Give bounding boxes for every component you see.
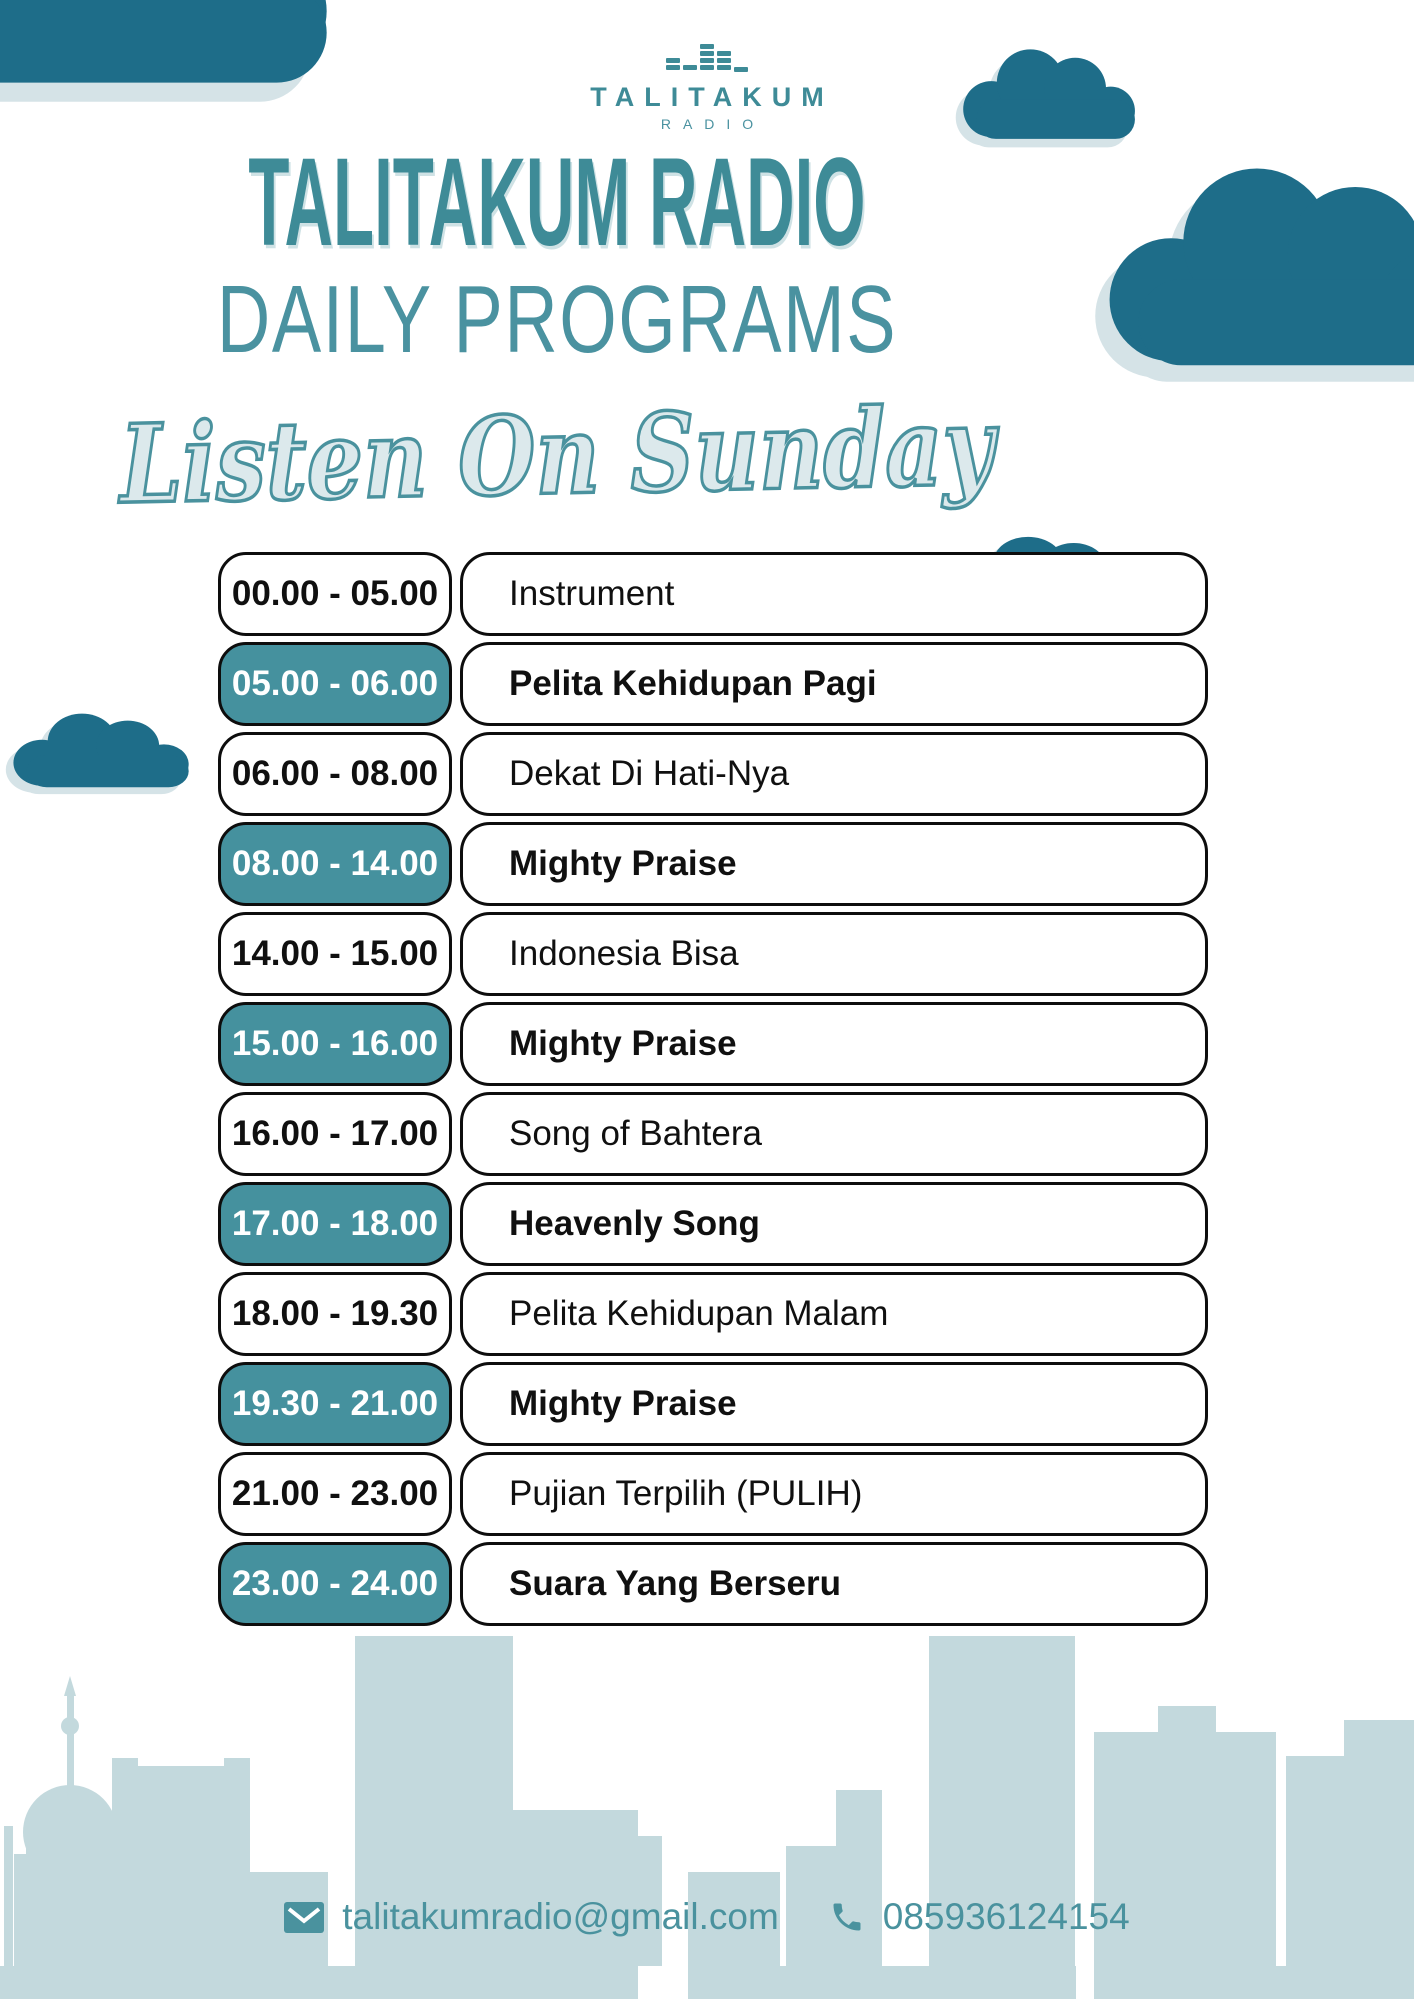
schedule-row	[218, 912, 1208, 996]
page-title: TALITAKUM RADIO	[248, 132, 866, 273]
email-text: talitakumradio@gmail.com	[342, 1896, 779, 1937]
schedule-row	[218, 1092, 1208, 1176]
footer	[0, 1896, 1414, 1938]
schedule-row	[218, 1182, 1208, 1266]
time-slot: 21.00 - 23.00	[218, 1452, 452, 1536]
program-name: Pujian Terpilih (PULIH)	[460, 1452, 1208, 1536]
program-name: Mighty Praise	[460, 1362, 1208, 1446]
time-slot: 17.00 - 18.00	[218, 1182, 452, 1266]
city-skyline	[0, 1614, 1414, 1999]
header	[0, 132, 1114, 529]
time-slot: 00.00 - 05.00	[218, 552, 452, 636]
schedule-row	[218, 1272, 1208, 1356]
time-slot: 16.00 - 17.00	[218, 1092, 452, 1176]
schedule-row	[218, 732, 1208, 816]
schedule-row	[218, 642, 1208, 726]
time-slot: 05.00 - 06.00	[218, 642, 452, 726]
cloud-left-mid-icon	[2, 706, 202, 798]
phone-text: 085936124154	[882, 1896, 1130, 1937]
envelope-icon	[284, 1902, 324, 1933]
page-subtitle: DAILY PROGRAMS	[216, 266, 898, 373]
schedule-table	[218, 552, 1208, 1632]
logo-subtitle: RADIO	[660, 116, 766, 132]
program-name: Indonesia Bisa	[460, 912, 1208, 996]
time-slot: 15.00 - 16.00	[218, 1002, 452, 1086]
schedule-row	[218, 1542, 1208, 1626]
phone-icon	[829, 1899, 865, 1935]
program-name: Dekat Di Hati-Nya	[460, 732, 1208, 816]
cloud-right-large-icon	[1085, 148, 1414, 394]
email-group	[284, 1896, 778, 1938]
time-slot: 08.00 - 14.00	[218, 822, 452, 906]
logo-title: TALITAKUM	[590, 82, 834, 112]
time-slot: 06.00 - 08.00	[218, 732, 452, 816]
program-name: Mighty Praise	[460, 822, 1208, 906]
program-name: Pelita Kehidupan Malam	[460, 1272, 1208, 1356]
tagline: Listen On Sunday	[119, 383, 995, 529]
schedule-row	[218, 1002, 1208, 1086]
program-name: Song of Bahtera	[460, 1092, 1208, 1176]
time-slot: 23.00 - 24.00	[218, 1542, 452, 1626]
equalizer-icon	[664, 36, 750, 78]
logo	[0, 36, 1414, 132]
time-slot: 19.30 - 21.00	[218, 1362, 452, 1446]
schedule-row	[218, 552, 1208, 636]
schedule-row	[218, 1452, 1208, 1536]
time-slot: 18.00 - 19.30	[218, 1272, 452, 1356]
phone-group	[829, 1896, 1130, 1938]
program-name: Heavenly Song	[460, 1182, 1208, 1266]
schedule-row	[218, 822, 1208, 906]
time-slot: 14.00 - 15.00	[218, 912, 452, 996]
program-name: Mighty Praise	[460, 1002, 1208, 1086]
schedule-row	[218, 1362, 1208, 1446]
program-name: Instrument	[460, 552, 1208, 636]
program-name: Suara Yang Berseru	[460, 1542, 1208, 1626]
program-name: Pelita Kehidupan Pagi	[460, 642, 1208, 726]
